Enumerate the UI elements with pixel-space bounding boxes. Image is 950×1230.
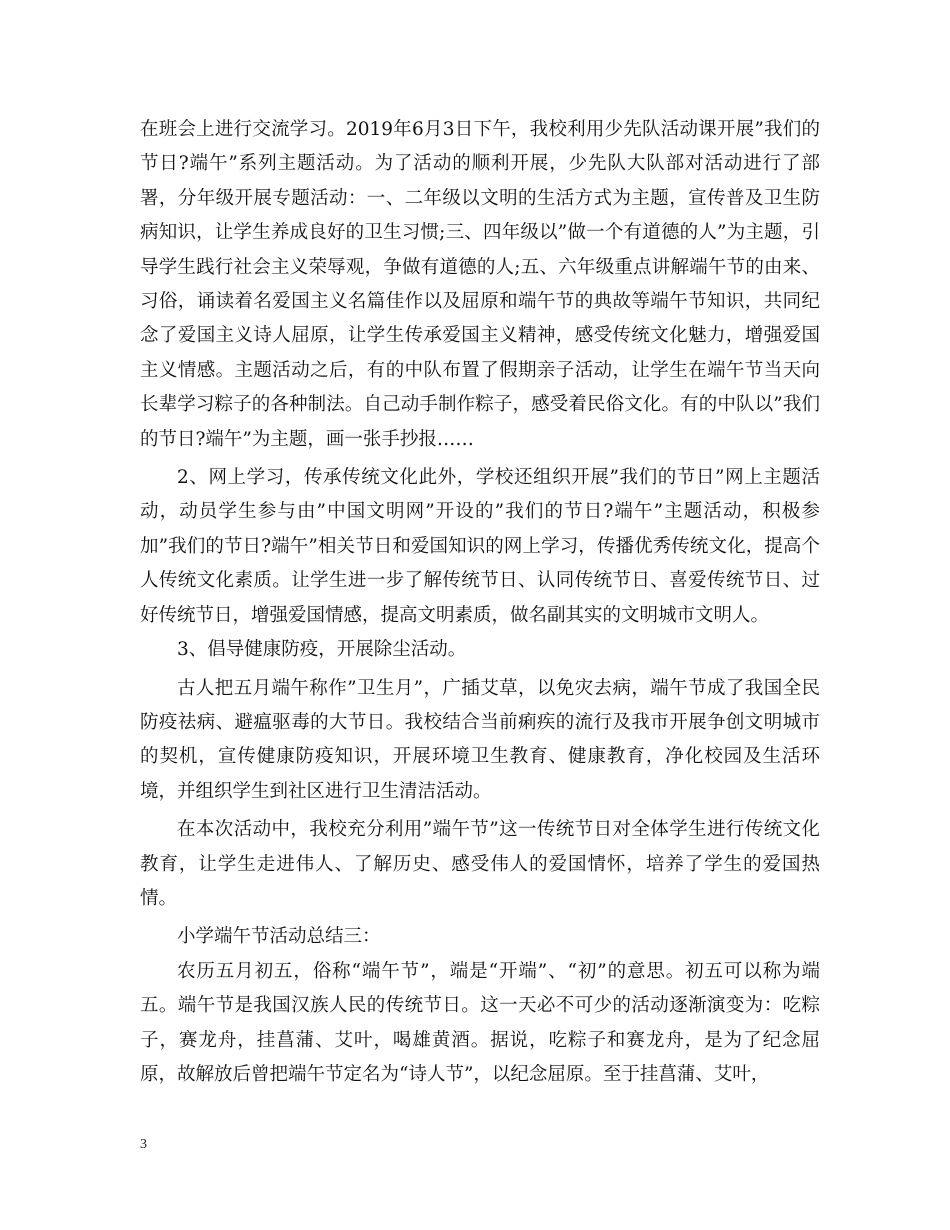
paragraph-health-prevention: 古人把五月端午称作”卫生月”，广插艾草，以免灾去病，端午节成了我国全民防疫祛病、避瘟驱毒的大节日。我校结合当前痢疾的流行及我市开展争创文明城市的契机，宣传健康防疫知识，开展环境卫生教育、健康教育，净化校园及生活环境，并组织学生到社区进行卫生清洁活动。 — [140, 677, 820, 802]
paragraph-activity-summary: 在班会上进行交流学习。2019年6月3日下午，我校利用少先队活动课开展”我们的节日?端午”系列主题活动。为了活动的顺利开展，少先队大队部对活动进行了部署，分年级开展专题活动：一、二年级以文明的生活方式为主题，宣传普及卫生防病知识，让学生养成良好的卫生习惯;三、四年级以”做一个有道德的人”为主题，引导学生践行社会主义荣辱观，争做有道德的人;五、六年级重点讲解端午节的由来、习俗，诵读着名爱国主义名篇佳作以及屈原和端午节的典故等端午节知识，共同纪念了爱国主义诗人屈原，让学生传承爱国主义精神，感受传统文化魅力，增强爱国主义情感。主题活动之后，有的中队布置了假期亲子活动，让学生在端午节当天向长辈学习粽子的各种制法。自己动手制作粽子，感受着民俗文化。有的中队以”我们的节日?端午”为主题，画一张手抄报…… — [140, 119, 820, 450]
section-heading-summary-three: 小学端午节活动总结三： — [177, 926, 381, 948]
page-number: 3 — [140, 1137, 147, 1152]
paragraph-online-learning: 2、网上学习，传承传统文化此外，学校还组织开展”我们的节日”网上主题活动，动员学生参与由”中国文明网”开设的”我们的节日?端午”主题活动，积极参加”我们的节日?端午”相关节日和爱国知识的网上学习，传播优秀传统文化，提高个人传统文化素质。让学生进一步了解传统节日、认同传统节日、喜爱传统节日、过好传统节日，增强爱国情感，提高文明素质，做名副其实的文明城市文明人。 — [140, 467, 820, 626]
paragraph-activity-conclusion: 在本次活动中，我校充分利用”端午节”这一传统节日对全体学生进行传统文化教育，让学生走进伟人、了解历史、感受伟人的爱国情怀，培养了学生的爱国热情。 — [140, 819, 820, 909]
document-body — [140, 113, 820, 1092]
paragraph-dragon-boat-origin: 农历五月初五，俗称“端午节”，端是“开端”、“初”的意思。初五可以称为端五。端午节是我国汉族人民的传统节日。这一天必不可少的活动逐渐演变为：吃粽子，赛龙舟，挂菖蒲、艾叶，喝雄黄酒。据说，吃粽子和赛龙舟，是为了纪念屈原，故解放后曾把端午节定名为“诗人节”，以纪念屈原。至于挂菖蒲、艾叶， — [140, 960, 820, 1085]
paragraph-health-heading: 3、倡导健康防疫，开展除尘活动。 — [177, 639, 467, 661]
